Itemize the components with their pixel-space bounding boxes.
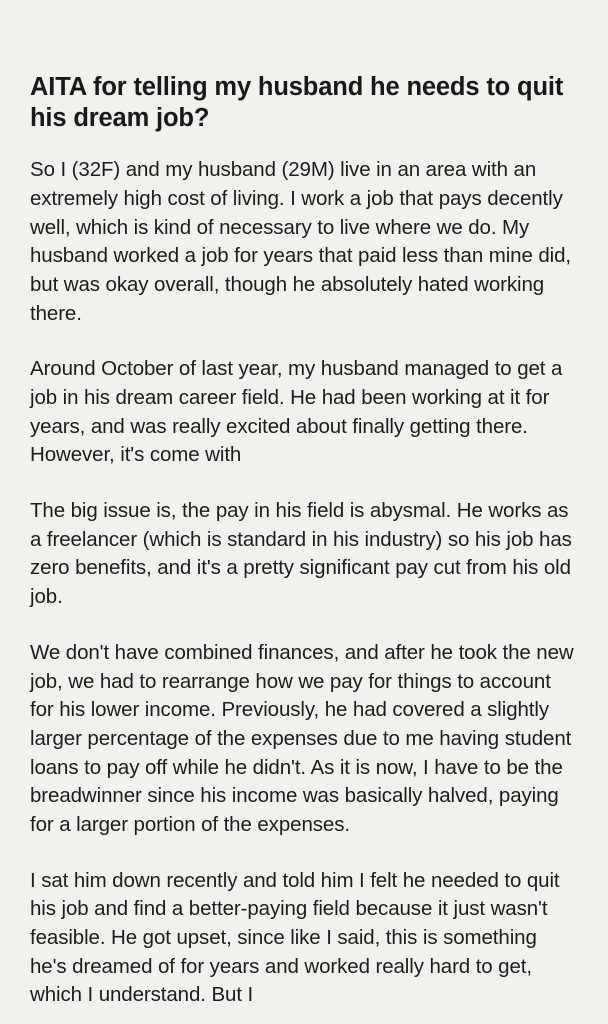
- post-paragraph: The big issue is, the pay in his field is abysmal. He works as a freelancer (which is standard in his industry) so his job has zero benefits, and it's a pretty significant pay cut from his old job.: [30, 499, 572, 609]
- post-paragraph: Around October of last year, my husband managed to get a job in his dream career field. He had been working at it for years, and was really excited about finally getting there. However, it's come with: [30, 357, 563, 467]
- page-title: AITA for telling my husband he needs to quit his dream job?: [30, 73, 564, 133]
- post-paragraph: I sat him down recently and told him I felt he needed to quit his job and find a better-paying field because it just wasn't feasible. He got upset, since like I said, this is something he's dreamed of for years and worked really hard to get, which I understand. But I: [30, 868, 560, 1007]
- post-paragraph: So I (32F) and my husband (29M) live in an area with an extremely high cost of living. I work a job that pays decently well, which is kind of necessary to live where we do. My husband worked a job for years that paid less than mine did, but was okay overall, though he absolutely hated working there.: [30, 158, 571, 325]
- post-paragraph: We don't have combined finances, and after he took the new job, we had to rearrange how we pay for things to account for his lower income. Previously, he had covered a slightly larger percentage of the expenses due to me having student loans to pay off while he didn't. As it is now, I have to be the breadwinner since his income was basically halved, paying for a larger portion of the expenses.: [30, 640, 574, 836]
- post-body: [30, 156, 578, 1010]
